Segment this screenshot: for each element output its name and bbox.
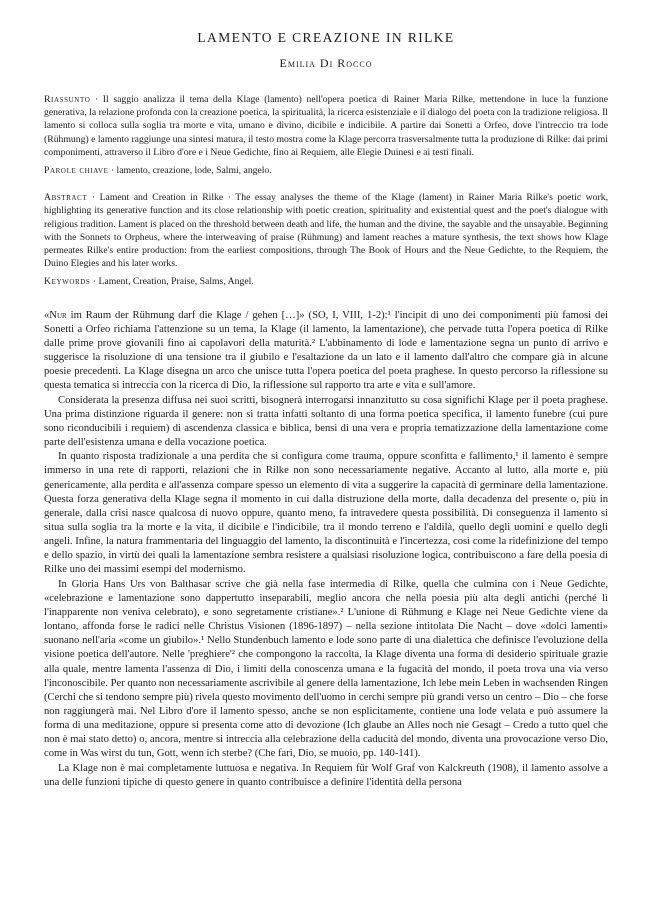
keywords xyxy=(44,275,608,288)
paragraph-1-lead: «Nur xyxy=(44,309,67,321)
riassunto xyxy=(44,93,608,159)
riassunto-text: · Il saggio analizza il tema della Klage (lamento) nell'opera poetica di Rainer Maria Rilke, mettendone in luce la funzione generativa, la relazione profonda con la creazione poetica, la spiritualità, la ricerca esistenziale e il dialogo del poeta con la tradizione religiosa. Il lamento si colloca sulla soglia tra morte e vita, umano e divino, dicibile e indicibile. A partire dai Sonetti a Orfeo, dove l'intreccio tra lode (Rühmung) e lamento raggiunge una sintesi matura, il testo mostra come la Klage percorra trasversalmente tutta la produzione di Rilke: dai primi componimenti, attraverso il Libro d'ore e i Neue Gedichte, fino ai Requiem, alle Elegie Duinesi e ai testi finali. xyxy=(44,94,608,158)
abstract-label: Abstract xyxy=(44,192,88,204)
paragraph-4: In Gloria Hans Urs von Balthasar scrive che già nella fase intermedia di Rilke, quella che culmina con i Neue Gedichte, «celebrazione e lamentazione sono dappertutto inseparabili, meglio ancora che nella poesia più alta degli antichi (perché lì l'inapparente non veniva celebrato), e sono segretamente cristiane».² L'unione di Rühmung e Klage nei Neue Gedichte viene da lontano, affonda forse le radici nelle Christus Visionen (1896-1897) – nella sezione intitolata Die Nacht – dove «dolci lamenti» suonano nell'aria «come un giubilo».¹ Nello Stundenbuch lamento e lode sono parte di una dialettica che definisce l'evoluzione della visione poetica dell'autore. Nelle 'preghiere'² che compongono la raccolta, la Klage diventa una forma di desiderio spirituale grazie alla quale, mentre lamenta l'assenza di Dio, i limiti della conoscenza umana e la fugacità del mondo, il poeta trova una via verso l'inconoscibile. Per quanto non necessariamente ascrivibile al genere della lamentazione, Ich lebe mein Leben in wachsenden Ringen (Cerchi che si tendono sempre più) rivela questo movimento dell'uomo in cerchi sempre più grandi verso un centro – Dio – che forse non raggiungerà mai. Nel Libro d'ore il lamento spesso, anche se non esplicitamente, contiene una lode velata e può assumere la forma di una meditazione, oppure si presenta come atto di devozione (Ich glaube an Alles noch nie Gesagt – Credo a tutto quel che non è mai stato detto) o, ancora, mentre si intreccia alla celebrazione della caducità del mondo, diventa una provocazione verso Dio, come in Was wirst du tun, Gott, wenn ich sterbe? (Che fari, Dio, se muoio, pp. 140-141). xyxy=(44,578,608,760)
parole-chiave-text: · lamento, creazione, lode, Salmi, angelo. xyxy=(108,165,272,177)
paragraph-1-text: im Raum der Rühmung darf die Klage / gehen […]» (SO, I, VIII, 1-2):¹ l'incipit di uno dei componimenti più famosi dei Sonetti a Orfeo richiama l'attenzione su un tema, la Klage (il lamento, la lamentazione), che pervade tutta l'opera poetica di Rilke dalle prime prove giovanili fino ai capolavori della maturità.² L'abbinamento di lode e lamentazione segna un punto di arrivo e suggerisce la risoluzione di una tensione tra il giubilo e l'esaltazione da un lato e il lamento dall'altro che compare già in alcune poesie precedenti. La Klage disegna un arco che unisce tutta l'opera poetica del poeta praghese. In questo percorso la riflessione su questa tematica si intreccia con la ricerca di Dio, la riflessione sul rapporto tra arte e vita e sull'amore. xyxy=(44,309,608,392)
paragraph-5: La Klage non è mai completamente luttuosa e negativa. In Requiem für Wolf Graf von Kalckreuth (1908), il lamento assolve a una delle funzioni tipiche di questo genere in quanto contribuisce a definire l'identità della persona xyxy=(44,762,608,788)
spacer xyxy=(44,177,608,191)
riassunto-label: Riassunto xyxy=(44,94,91,105)
abstract-text: · Lament and Creation in Rilke · The essay analyses the theme of the Klage (lament) in Rainer Maria Rilke's poetic work, highlighting its generative function and its close relationship with poetic creation, spirituality and existential quest and the poet's dialogue with religious tradition. Lament is placed on the threshold between death and life, the human and the divine, the sayable and the unsayable. Beginning with the Sonnets to Orpheus, where the interweaving of praise (Rühmung) and lament reaches a mature synthesis, the text shows how Klage permeates Rilke's entire production: from the earliest compositions, through The Book of Hours and the Neue Gedichte, to the Requiem, the Duino Elegies and his later works. xyxy=(44,192,608,270)
parole-chiave xyxy=(44,164,608,177)
paragraph-2: Considerata la presenza diffusa nei suoi scritti, bisognerà interrogarsi innanzitutto su cosa significhi Klage per il poeta praghese. Una prima distinzione riguarda il genere: non si tratta infatti soltanto di una forma poetica specifica, il lamento funebre (cui pure sono riconducibili i requiem) di ascendenza classica e biblica, bensì di una vera e propria tematizzazione della lamentazione come parte dell'esistenza umana e della vocazione poetica. xyxy=(44,394,608,449)
keywords-label: Keywords xyxy=(44,276,91,288)
parole-chiave-label: Parole chiave xyxy=(44,165,109,177)
paragraph-3: In quanto risposta tradizionale a una perdita che si configura come trauma, oppure sconfitta e fallimento,¹ il lamento è sempre immerso in una rete di rapporti, relazioni che in Rilke non sono necessariamente negative. Accanto al lutto, alla morte e, più genericamente, alla perdita e all'assenza compare spesso un elemento di vita a suggerire la capacità di germinare della lamentazione. Questa forza generativa della Klage segna il momento in cui dalla distruzione della morte, dalla decadenza del presente o, più in generale, dalla crisi nasce qualcosa di nuovo oppure, quanto meno, fa intravedere questa possibilità. Di conseguenza il lamento si situa sulla soglia tra la morte e la vita, il dicibile e l'indicibile, tra il mondo terreno e l'aldilà, quello degli uomini e quello degli angeli. Infine, la natura frammentaria del linguaggio del lamento, la discontinuità e l'incertezza, così come la ridefinizione del tempo e dello spazio, in virtù dei quali la lamentazione sembra resistere a qualsiasi risoluzione logica, contribuiscono a fare della poesia di Rilke uno dei massimi esempi del modernismo. xyxy=(44,451,608,576)
article-body xyxy=(44,309,608,790)
paragraph-1 xyxy=(44,309,608,394)
abstract-en xyxy=(44,191,608,270)
article-author: Emilia Di Rocco xyxy=(279,56,373,70)
spacer xyxy=(44,289,608,309)
article-title: LAMENTO E CREAZIONE IN RILKE xyxy=(197,30,455,45)
keywords-text: · Lament, Creation, Praise, Salms, Angel. xyxy=(90,276,254,288)
